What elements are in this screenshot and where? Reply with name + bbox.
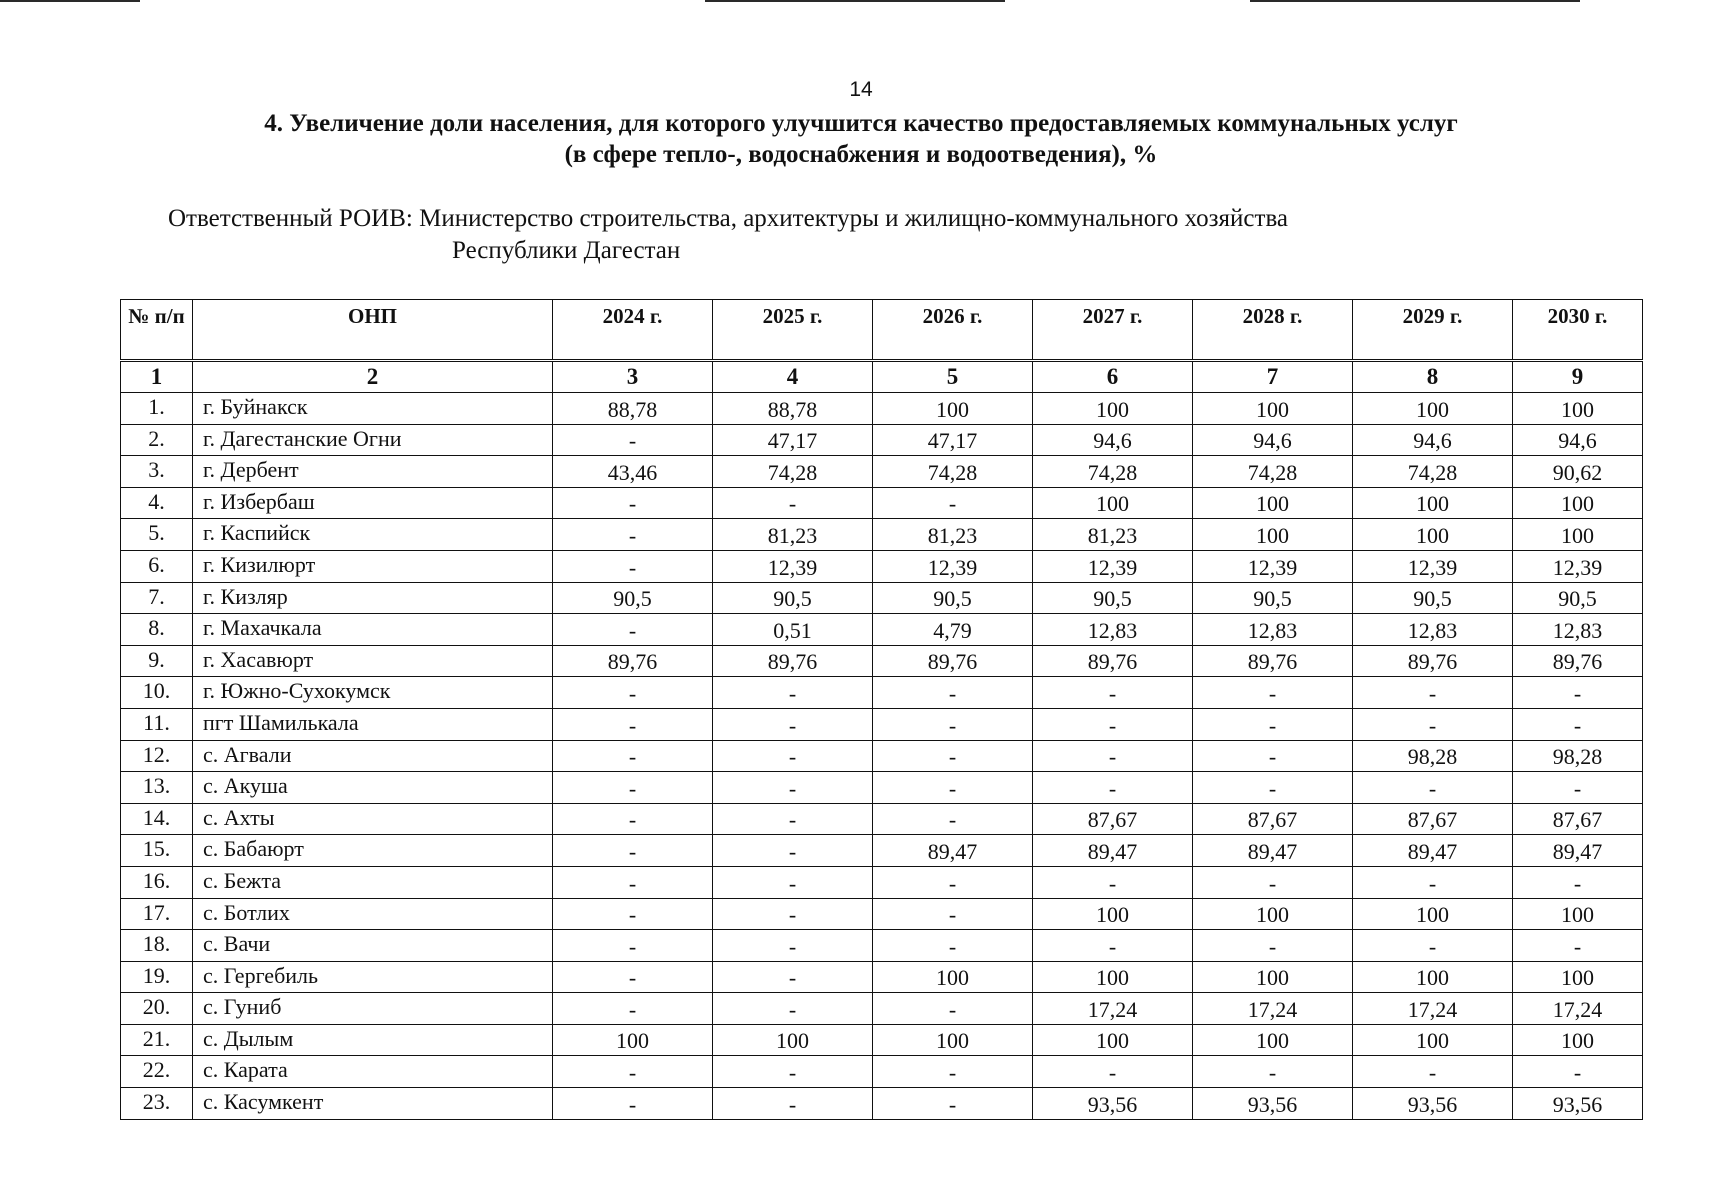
column-header: 2030 г. bbox=[1513, 300, 1643, 361]
table-row bbox=[121, 393, 1643, 425]
value-cell: 100 bbox=[1513, 898, 1643, 930]
settlement-name-cell: с. Бабаюрт bbox=[193, 835, 553, 867]
value-cell: 12,83 bbox=[1033, 614, 1193, 646]
table-row bbox=[121, 424, 1643, 456]
value-cell: 100 bbox=[1033, 961, 1193, 993]
value-cell: 100 bbox=[1513, 393, 1643, 425]
column-number: 4 bbox=[713, 361, 873, 393]
value-cell: - bbox=[553, 424, 713, 456]
row-number-cell: 15. bbox=[121, 835, 193, 867]
value-cell: 89,76 bbox=[553, 645, 713, 677]
value-cell: - bbox=[553, 803, 713, 835]
value-cell: - bbox=[553, 866, 713, 898]
value-cell: - bbox=[713, 993, 873, 1025]
row-number-cell: 19. bbox=[121, 961, 193, 993]
value-cell: - bbox=[1513, 772, 1643, 804]
value-cell: 12,83 bbox=[1353, 614, 1513, 646]
value-cell: 100 bbox=[1193, 393, 1353, 425]
row-number-cell: 7. bbox=[121, 582, 193, 614]
value-cell: 89,76 bbox=[1513, 645, 1643, 677]
header-row bbox=[121, 300, 1643, 361]
value-cell: - bbox=[1193, 866, 1353, 898]
value-cell: 89,76 bbox=[713, 645, 873, 677]
column-header: 2027 г. bbox=[1033, 300, 1193, 361]
scan-edge-line bbox=[0, 0, 140, 2]
value-cell: - bbox=[1513, 708, 1643, 740]
row-number-cell: 23. bbox=[121, 1088, 193, 1120]
table-row bbox=[121, 708, 1643, 740]
table-body bbox=[121, 393, 1643, 1120]
value-cell: 43,46 bbox=[553, 456, 713, 488]
row-number-cell: 3. bbox=[121, 456, 193, 488]
value-cell: - bbox=[1353, 708, 1513, 740]
settlement-name-cell: г. Кизилюрт bbox=[193, 550, 553, 582]
scan-edge-line bbox=[705, 0, 1005, 2]
value-cell: 100 bbox=[1353, 961, 1513, 993]
value-cell: - bbox=[553, 835, 713, 867]
value-cell: - bbox=[1513, 1056, 1643, 1088]
value-cell: 94,6 bbox=[1353, 424, 1513, 456]
value-cell: - bbox=[1033, 708, 1193, 740]
row-number-cell: 11. bbox=[121, 708, 193, 740]
value-cell: - bbox=[713, 1056, 873, 1088]
value-cell: - bbox=[553, 993, 713, 1025]
table-row bbox=[121, 614, 1643, 646]
value-cell: 98,28 bbox=[1513, 740, 1643, 772]
row-number-cell: 8. bbox=[121, 614, 193, 646]
row-number-cell: 4. bbox=[121, 487, 193, 519]
value-cell: 74,28 bbox=[873, 456, 1033, 488]
scan-edge-line bbox=[1250, 0, 1580, 2]
settlement-name-cell: с. Вачи bbox=[193, 930, 553, 962]
value-cell: - bbox=[1193, 708, 1353, 740]
value-cell: 100 bbox=[1513, 487, 1643, 519]
table-row bbox=[121, 803, 1643, 835]
value-cell: - bbox=[1353, 772, 1513, 804]
value-cell: 87,67 bbox=[1513, 803, 1643, 835]
table-row bbox=[121, 645, 1643, 677]
value-cell: 88,78 bbox=[713, 393, 873, 425]
settlement-name-cell: с. Бежта bbox=[193, 866, 553, 898]
value-cell: - bbox=[873, 866, 1033, 898]
value-cell: 0,51 bbox=[713, 614, 873, 646]
value-cell: 89,76 bbox=[1353, 645, 1513, 677]
table-row bbox=[121, 456, 1643, 488]
value-cell: - bbox=[1033, 677, 1193, 709]
value-cell: - bbox=[1193, 772, 1353, 804]
value-cell: 93,56 bbox=[1353, 1088, 1513, 1120]
value-cell: 90,5 bbox=[1513, 582, 1643, 614]
table-row bbox=[121, 898, 1643, 930]
value-cell: 12,83 bbox=[1193, 614, 1353, 646]
value-cell: - bbox=[553, 614, 713, 646]
value-cell: 100 bbox=[1513, 519, 1643, 551]
value-cell: 12,39 bbox=[713, 550, 873, 582]
value-cell: - bbox=[873, 898, 1033, 930]
value-cell: - bbox=[553, 487, 713, 519]
settlement-name-cell: пгт Шамилькала bbox=[193, 708, 553, 740]
value-cell: 89,47 bbox=[1033, 835, 1193, 867]
value-cell: - bbox=[713, 898, 873, 930]
table-row bbox=[121, 677, 1643, 709]
column-number: 6 bbox=[1033, 361, 1193, 393]
table-row bbox=[121, 835, 1643, 867]
value-cell: 12,39 bbox=[1353, 550, 1513, 582]
settlement-name-cell: г. Хасавюрт bbox=[193, 645, 553, 677]
column-header: 2024 г. bbox=[553, 300, 713, 361]
value-cell: 100 bbox=[1353, 487, 1513, 519]
value-cell: 90,62 bbox=[1513, 456, 1643, 488]
row-number-cell: 5. bbox=[121, 519, 193, 551]
value-cell: - bbox=[713, 961, 873, 993]
title-line-2: (в сфере тепло-, водоснабжения и водоотведения), % bbox=[564, 141, 1158, 168]
indicator-table bbox=[120, 299, 1643, 1120]
table-row bbox=[121, 1088, 1643, 1120]
value-cell: 93,56 bbox=[1033, 1088, 1193, 1120]
column-header: ОНП bbox=[193, 300, 553, 361]
value-cell: - bbox=[1193, 930, 1353, 962]
value-cell: 89,47 bbox=[1513, 835, 1643, 867]
value-cell: - bbox=[713, 677, 873, 709]
value-cell: - bbox=[553, 740, 713, 772]
page-number: 14 bbox=[849, 78, 873, 101]
value-cell: - bbox=[713, 1088, 873, 1120]
value-cell: 87,67 bbox=[1033, 803, 1193, 835]
value-cell: - bbox=[1513, 930, 1643, 962]
value-cell: 100 bbox=[1193, 487, 1353, 519]
settlement-name-cell: г. Избербаш bbox=[193, 487, 553, 519]
value-cell: 100 bbox=[1193, 519, 1353, 551]
value-cell: - bbox=[713, 487, 873, 519]
value-cell: - bbox=[553, 708, 713, 740]
value-cell: 94,6 bbox=[1033, 424, 1193, 456]
value-cell: - bbox=[1513, 677, 1643, 709]
value-cell: 17,24 bbox=[1513, 993, 1643, 1025]
value-cell: - bbox=[553, 1056, 713, 1088]
value-cell: 17,24 bbox=[1033, 993, 1193, 1025]
settlement-name-cell: с. Акуша bbox=[193, 772, 553, 804]
responsible-authority bbox=[168, 203, 1288, 267]
settlement-name-cell: г. Каспийск bbox=[193, 519, 553, 551]
value-cell: 81,23 bbox=[873, 519, 1033, 551]
value-cell: 100 bbox=[1353, 898, 1513, 930]
value-cell: 74,28 bbox=[713, 456, 873, 488]
value-cell: 90,5 bbox=[1353, 582, 1513, 614]
value-cell: - bbox=[553, 772, 713, 804]
settlement-name-cell: с. Гергебиль bbox=[193, 961, 553, 993]
table-row bbox=[121, 961, 1643, 993]
value-cell: 98,28 bbox=[1353, 740, 1513, 772]
value-cell: - bbox=[1193, 1056, 1353, 1088]
value-cell: 100 bbox=[873, 961, 1033, 993]
column-header: № п/п bbox=[121, 300, 193, 361]
value-cell: - bbox=[1033, 866, 1193, 898]
value-cell: 89,47 bbox=[1193, 835, 1353, 867]
column-number: 1 bbox=[121, 361, 193, 393]
value-cell: 81,23 bbox=[1033, 519, 1193, 551]
value-cell: - bbox=[1033, 740, 1193, 772]
value-cell: 100 bbox=[1353, 519, 1513, 551]
value-cell: 100 bbox=[1193, 961, 1353, 993]
value-cell: - bbox=[873, 930, 1033, 962]
row-number-cell: 10. bbox=[121, 677, 193, 709]
value-cell: 87,67 bbox=[1193, 803, 1353, 835]
value-cell: 100 bbox=[1513, 1024, 1643, 1056]
row-number-cell: 14. bbox=[121, 803, 193, 835]
value-cell: 93,56 bbox=[1513, 1088, 1643, 1120]
column-header: 2025 г. bbox=[713, 300, 873, 361]
value-cell: - bbox=[713, 803, 873, 835]
value-cell: 90,5 bbox=[713, 582, 873, 614]
value-cell: 12,83 bbox=[1513, 614, 1643, 646]
value-cell: 89,47 bbox=[1353, 835, 1513, 867]
value-cell: 12,39 bbox=[1033, 550, 1193, 582]
column-number-row bbox=[121, 361, 1643, 393]
column-number: 7 bbox=[1193, 361, 1353, 393]
value-cell: 87,67 bbox=[1353, 803, 1513, 835]
column-number: 8 bbox=[1353, 361, 1513, 393]
settlement-name-cell: г. Махачкала bbox=[193, 614, 553, 646]
value-cell: - bbox=[1033, 1056, 1193, 1088]
table-row bbox=[121, 550, 1643, 582]
value-cell: - bbox=[873, 993, 1033, 1025]
responsible-text-line-2: Республики Дагестан bbox=[452, 237, 681, 264]
value-cell: - bbox=[873, 1056, 1033, 1088]
value-cell: - bbox=[1513, 866, 1643, 898]
value-cell: 100 bbox=[1193, 898, 1353, 930]
responsible-label: Ответственный РОИВ: bbox=[168, 205, 420, 232]
value-cell: 90,5 bbox=[1033, 582, 1193, 614]
value-cell: - bbox=[713, 930, 873, 962]
value-cell: 12,39 bbox=[1193, 550, 1353, 582]
settlement-name-cell: г. Кизляр bbox=[193, 582, 553, 614]
value-cell: - bbox=[873, 487, 1033, 519]
value-cell: 74,28 bbox=[1033, 456, 1193, 488]
value-cell: - bbox=[873, 677, 1033, 709]
table-row bbox=[121, 772, 1643, 804]
value-cell: - bbox=[553, 677, 713, 709]
settlement-name-cell: г. Дагестанские Огни bbox=[193, 424, 553, 456]
value-cell: 17,24 bbox=[1353, 993, 1513, 1025]
value-cell: - bbox=[713, 708, 873, 740]
value-cell: 17,24 bbox=[1193, 993, 1353, 1025]
value-cell: 89,76 bbox=[873, 645, 1033, 677]
value-cell: - bbox=[873, 772, 1033, 804]
settlement-name-cell: с. Карата bbox=[193, 1056, 553, 1088]
value-cell: - bbox=[713, 740, 873, 772]
value-cell: - bbox=[553, 898, 713, 930]
column-number: 9 bbox=[1513, 361, 1643, 393]
value-cell: 100 bbox=[1033, 1024, 1193, 1056]
value-cell: 100 bbox=[713, 1024, 873, 1056]
column-number: 2 bbox=[193, 361, 553, 393]
row-number-cell: 17. bbox=[121, 898, 193, 930]
value-cell: 12,39 bbox=[1513, 550, 1643, 582]
value-cell: - bbox=[1033, 930, 1193, 962]
table-row bbox=[121, 582, 1643, 614]
value-cell: - bbox=[1193, 740, 1353, 772]
table-row bbox=[121, 930, 1643, 962]
value-cell: 47,17 bbox=[873, 424, 1033, 456]
value-cell: 100 bbox=[873, 393, 1033, 425]
row-number-cell: 2. bbox=[121, 424, 193, 456]
row-number-cell: 21. bbox=[121, 1024, 193, 1056]
value-cell: 100 bbox=[1353, 393, 1513, 425]
value-cell: - bbox=[713, 835, 873, 867]
value-cell: 47,17 bbox=[713, 424, 873, 456]
value-cell: 4,79 bbox=[873, 614, 1033, 646]
row-number-cell: 12. bbox=[121, 740, 193, 772]
value-cell: - bbox=[713, 772, 873, 804]
column-header: 2026 г. bbox=[873, 300, 1033, 361]
row-number-cell: 9. bbox=[121, 645, 193, 677]
value-cell: - bbox=[553, 519, 713, 551]
settlement-name-cell: г. Дербент bbox=[193, 456, 553, 488]
value-cell: 74,28 bbox=[1353, 456, 1513, 488]
value-cell: 100 bbox=[1513, 961, 1643, 993]
value-cell: 100 bbox=[1353, 1024, 1513, 1056]
table-row bbox=[121, 487, 1643, 519]
column-header: 2028 г. bbox=[1193, 300, 1353, 361]
value-cell: - bbox=[553, 550, 713, 582]
value-cell: - bbox=[873, 740, 1033, 772]
value-cell: 81,23 bbox=[713, 519, 873, 551]
settlement-name-cell: с. Ботлих bbox=[193, 898, 553, 930]
row-number-cell: 22. bbox=[121, 1056, 193, 1088]
value-cell: 90,5 bbox=[553, 582, 713, 614]
settlement-name-cell: с. Гуниб bbox=[193, 993, 553, 1025]
row-number-cell: 6. bbox=[121, 550, 193, 582]
value-cell: 12,39 bbox=[873, 550, 1033, 582]
value-cell: 89,47 bbox=[873, 835, 1033, 867]
value-cell: - bbox=[553, 930, 713, 962]
title-line-1: 4. Увеличение доли населения, для которого улучшится качество предоставляемых коммунальных услуг bbox=[264, 110, 1458, 137]
settlement-name-cell: с. Касумкент bbox=[193, 1088, 553, 1120]
value-cell: - bbox=[1353, 930, 1513, 962]
value-cell: - bbox=[553, 961, 713, 993]
value-cell: 94,6 bbox=[1513, 424, 1643, 456]
row-number-cell: 18. bbox=[121, 930, 193, 962]
value-cell: 90,5 bbox=[873, 582, 1033, 614]
value-cell: 74,28 bbox=[1193, 456, 1353, 488]
value-cell: 90,5 bbox=[1193, 582, 1353, 614]
settlement-name-cell: с. Агвали bbox=[193, 740, 553, 772]
value-cell: - bbox=[1193, 677, 1353, 709]
row-number-cell: 13. bbox=[121, 772, 193, 804]
value-cell: 100 bbox=[1193, 1024, 1353, 1056]
value-cell: 89,76 bbox=[1193, 645, 1353, 677]
value-cell: - bbox=[873, 803, 1033, 835]
value-cell: - bbox=[1353, 866, 1513, 898]
table-row bbox=[121, 993, 1643, 1025]
value-cell: - bbox=[873, 708, 1033, 740]
value-cell: 100 bbox=[1033, 487, 1193, 519]
row-number-cell: 20. bbox=[121, 993, 193, 1025]
value-cell: - bbox=[1353, 677, 1513, 709]
settlement-name-cell: с. Ахты bbox=[193, 803, 553, 835]
document-title bbox=[0, 108, 1710, 170]
column-header: 2029 г. bbox=[1353, 300, 1513, 361]
settlement-name-cell: г. Южно-Сухокумск bbox=[193, 677, 553, 709]
column-number: 3 bbox=[553, 361, 713, 393]
settlement-name-cell: г. Буйнакск bbox=[193, 393, 553, 425]
value-cell: 100 bbox=[553, 1024, 713, 1056]
column-number: 5 bbox=[873, 361, 1033, 393]
settlement-name-cell: с. Дылым bbox=[193, 1024, 553, 1056]
table-row bbox=[121, 1024, 1643, 1056]
value-cell: - bbox=[1033, 772, 1193, 804]
row-number-cell: 1. bbox=[121, 393, 193, 425]
value-cell: 93,56 bbox=[1193, 1088, 1353, 1120]
value-cell: - bbox=[553, 1088, 713, 1120]
value-cell: - bbox=[1353, 1056, 1513, 1088]
value-cell: 88,78 bbox=[553, 393, 713, 425]
table-row bbox=[121, 740, 1643, 772]
value-cell: 94,6 bbox=[1193, 424, 1353, 456]
table-row bbox=[121, 519, 1643, 551]
value-cell: 100 bbox=[873, 1024, 1033, 1056]
table-row bbox=[121, 1056, 1643, 1088]
table-row bbox=[121, 866, 1643, 898]
value-cell: 100 bbox=[1033, 898, 1193, 930]
value-cell: - bbox=[713, 866, 873, 898]
row-number-cell: 16. bbox=[121, 866, 193, 898]
responsible-text-line-1: Министерство строительства, архитектуры и жилищно-коммунального хозяйства bbox=[419, 205, 1289, 232]
value-cell: 89,76 bbox=[1033, 645, 1193, 677]
value-cell: - bbox=[873, 1088, 1033, 1120]
value-cell: 100 bbox=[1033, 393, 1193, 425]
